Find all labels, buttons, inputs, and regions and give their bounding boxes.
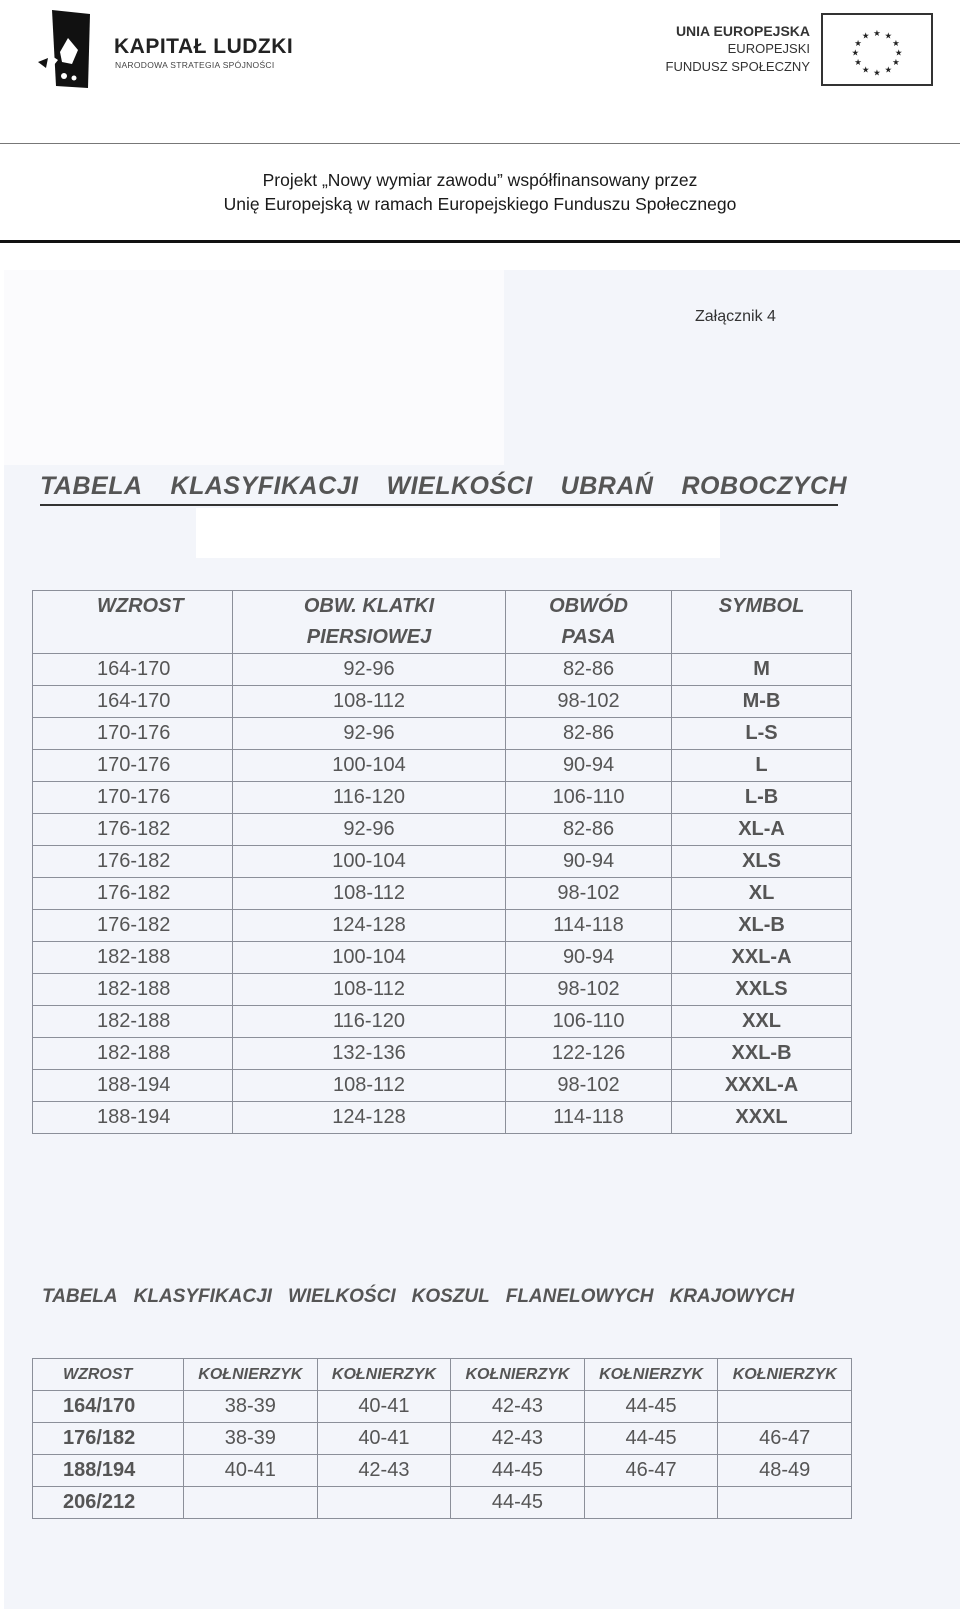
table-cell: 106-110: [506, 1006, 672, 1038]
header-cell: [33, 622, 233, 654]
logo-title: KAPITAŁ LUDZKI: [114, 35, 294, 58]
title-word: UBRAŃ: [560, 472, 654, 500]
table-header-row: [33, 1359, 852, 1391]
eu-line-1: UNIA EUROPEJSKA: [675, 23, 810, 39]
table-cell: 170-176: [33, 750, 233, 782]
table-cell: XLS: [672, 846, 852, 878]
table-cell: 182-188: [33, 974, 233, 1006]
table-cell: 44-45: [584, 1391, 718, 1423]
title-word: KLASYFIKACJI: [170, 472, 359, 500]
title-word: WIELKOŚCI: [287, 1286, 396, 1307]
table-cell: 122-126: [506, 1038, 672, 1070]
header-cell: KOŁNIERZYK: [584, 1359, 718, 1391]
header-cell: KOŁNIERZYK: [184, 1359, 318, 1391]
table-cell: XXXL: [672, 1102, 852, 1134]
table-cell: [718, 1487, 852, 1519]
table-row: [33, 1391, 852, 1423]
table-cell: 176/182: [33, 1423, 184, 1455]
table-cell: XL-B: [672, 910, 852, 942]
table-cell: 108-112: [233, 974, 506, 1006]
table-cell: 176-182: [33, 878, 233, 910]
title-word: TABELA: [42, 1286, 118, 1307]
table-cell: 90-94: [506, 942, 672, 974]
table-cell: XXXL-A: [672, 1070, 852, 1102]
scan-light-area: [4, 270, 504, 465]
project-line-2: Unię Europejską w ramach Europejskiego Funduszu Społecznego: [223, 194, 737, 214]
table-cell: L: [672, 750, 852, 782]
table-cell: 92-96: [233, 814, 506, 846]
table-row: [33, 1070, 852, 1102]
table-cell: 82-86: [506, 718, 672, 750]
table-cell: 164/170: [33, 1391, 184, 1423]
table-cell: 82-86: [506, 654, 672, 686]
table-cell: XL: [672, 878, 852, 910]
title-word: TABELA: [40, 472, 143, 500]
table-cell: 48-49: [718, 1455, 852, 1487]
table-cell: [317, 1487, 451, 1519]
svg-text:★: ★: [884, 65, 893, 76]
table-row: [33, 846, 852, 878]
eu-line-2: EUROPEJSKI: [727, 41, 810, 56]
table-row: [33, 910, 852, 942]
table-row: [33, 1423, 852, 1455]
title-word: KOSZUL: [411, 1286, 490, 1307]
svg-text:★: ★: [854, 39, 862, 50]
svg-text:★: ★: [884, 31, 893, 42]
header-cell: WZROST: [33, 1359, 184, 1391]
table-cell: 98-102: [506, 878, 672, 910]
table-cell: 182-188: [33, 1038, 233, 1070]
table-cell: M: [672, 654, 852, 686]
table-cell: 38-39: [184, 1391, 318, 1423]
table-row: [33, 1487, 852, 1519]
table-cell: 182-188: [33, 942, 233, 974]
table-cell: XXL-B: [672, 1038, 852, 1070]
table-cell: 40-41: [184, 1455, 318, 1487]
table-cell: 124-128: [233, 1102, 506, 1134]
table-cell: 114-118: [506, 1102, 672, 1134]
table-cell: 206/212: [33, 1487, 184, 1519]
header-cell: PASA: [506, 622, 672, 654]
svg-text:★: ★: [873, 28, 881, 39]
table-cell: M-B: [672, 686, 852, 718]
eu-text: [666, 22, 810, 76]
table-cell: 164-170: [33, 654, 233, 686]
table-cell: 98-102: [506, 974, 672, 1006]
svg-text:★: ★: [892, 58, 900, 69]
table-row: [33, 878, 852, 910]
table-row: [33, 1455, 852, 1487]
table-cell: 188-194: [33, 1102, 233, 1134]
table-cell: [584, 1487, 718, 1519]
table-row: [33, 718, 852, 750]
header-cell: OBWÓD: [506, 591, 672, 623]
table-cell: XXLS: [672, 974, 852, 1006]
table-cell: [718, 1391, 852, 1423]
table-cell: 116-120: [233, 1006, 506, 1038]
table-cell: 42-43: [317, 1455, 451, 1487]
table-cell: 106-110: [506, 782, 672, 814]
table-cell: 100-104: [233, 846, 506, 878]
table-cell: 114-118: [506, 910, 672, 942]
table-row: [33, 654, 852, 686]
table-cell: 164-170: [33, 686, 233, 718]
svg-text:★: ★: [861, 65, 870, 76]
table-header-row: [33, 622, 852, 654]
table-header-row: [33, 591, 852, 623]
table-cell: 176-182: [33, 846, 233, 878]
table-cell: 92-96: [233, 718, 506, 750]
title-word: FLANELOWYCH: [505, 1286, 654, 1307]
table-cell: 100-104: [233, 942, 506, 974]
table-cell: 46-47: [584, 1455, 718, 1487]
table2-title: [42, 1286, 794, 1308]
table-row: [33, 942, 852, 974]
table-cell: 44-45: [451, 1487, 585, 1519]
table-row: [33, 782, 852, 814]
table-cell: XL-A: [672, 814, 852, 846]
table-cell: 40-41: [317, 1423, 451, 1455]
title-word: WIELKOŚCI: [386, 472, 533, 500]
table-row: [33, 1038, 852, 1070]
table-row: [33, 1006, 852, 1038]
table-row: [33, 750, 852, 782]
table-cell: 42-43: [451, 1391, 585, 1423]
table-cell: 40-41: [317, 1391, 451, 1423]
svg-text:★: ★: [851, 48, 860, 59]
svg-text:★: ★: [894, 48, 903, 59]
table-cell: 108-112: [233, 686, 506, 718]
work-clothes-size-table: [32, 590, 852, 1134]
table-row: [33, 686, 852, 718]
header-divider: [0, 143, 960, 144]
table-row: [33, 814, 852, 846]
svg-text:★: ★: [861, 31, 870, 42]
table-cell: 176-182: [33, 814, 233, 846]
table-cell: 182-188: [33, 1006, 233, 1038]
eu-line-3: FUNDUSZ SPOŁECZNY: [665, 59, 810, 74]
table-cell: 188-194: [33, 1070, 233, 1102]
table-cell: 44-45: [451, 1455, 585, 1487]
table-cell: 90-94: [506, 846, 672, 878]
table-cell: 100-104: [233, 750, 506, 782]
table-cell: 42-43: [451, 1423, 585, 1455]
title-word: KLASYFIKACJI: [133, 1286, 272, 1307]
header-cell: KOŁNIERZYK: [451, 1359, 585, 1391]
flannel-shirt-size-table: [32, 1358, 852, 1519]
document-header: [0, 0, 960, 145]
table-cell: 46-47: [718, 1423, 852, 1455]
header-cell: OBW. KLATKI: [233, 591, 506, 623]
table-cell: 170-176: [33, 718, 233, 750]
table-row: [33, 974, 852, 1006]
table-cell: 44-45: [584, 1423, 718, 1455]
table-cell: 92-96: [233, 654, 506, 686]
project-line-1: Projekt „Nowy wymiar zawodu” współfinansowany przez: [262, 170, 698, 190]
header-cell: KOŁNIERZYK: [317, 1359, 451, 1391]
table-cell: 108-112: [233, 878, 506, 910]
table-cell: L-S: [672, 718, 852, 750]
eu-flag-icon: [821, 13, 933, 86]
table-cell: 188/194: [33, 1455, 184, 1487]
table-row: [33, 1102, 852, 1134]
table-cell: 124-128: [233, 910, 506, 942]
title-word: ROBOCZYCH: [681, 472, 848, 500]
table-cell: 116-120: [233, 782, 506, 814]
table-cell: 98-102: [506, 686, 672, 718]
table-cell: [184, 1487, 318, 1519]
svg-text:★: ★: [892, 39, 900, 50]
project-divider: [0, 240, 960, 243]
scan-light-area: [196, 508, 720, 558]
logo-subtitle: NARODOWA STRATEGIA SPÓJNOŚCI: [115, 60, 275, 70]
svg-text:★: ★: [854, 58, 862, 69]
header-cell: KOŁNIERZYK: [718, 1359, 852, 1391]
table-cell: 176-182: [33, 910, 233, 942]
svg-text:★: ★: [873, 68, 881, 79]
project-description: [0, 168, 960, 216]
title-word: KRAJOWYCH: [669, 1286, 795, 1307]
table-cell: 132-136: [233, 1038, 506, 1070]
table-cell: 38-39: [184, 1423, 318, 1455]
table-cell: XXL: [672, 1006, 852, 1038]
header-cell: [672, 622, 852, 654]
table-cell: 108-112: [233, 1070, 506, 1102]
table-cell: XXL-A: [672, 942, 852, 974]
table-cell: 82-86: [506, 814, 672, 846]
table-cell: 170-176: [33, 782, 233, 814]
header-cell: SYMBOL: [672, 591, 852, 623]
attachment-label: Załącznik 4: [695, 308, 776, 325]
table-cell: L-B: [672, 782, 852, 814]
table-cell: 98-102: [506, 1070, 672, 1102]
table1-title: [40, 472, 848, 506]
kapital-ludzki-logo-icon: [38, 8, 98, 92]
table-cell: 90-94: [506, 750, 672, 782]
header-cell: PIERSIOWEJ: [233, 622, 506, 654]
header-cell: WZROST: [33, 591, 233, 623]
